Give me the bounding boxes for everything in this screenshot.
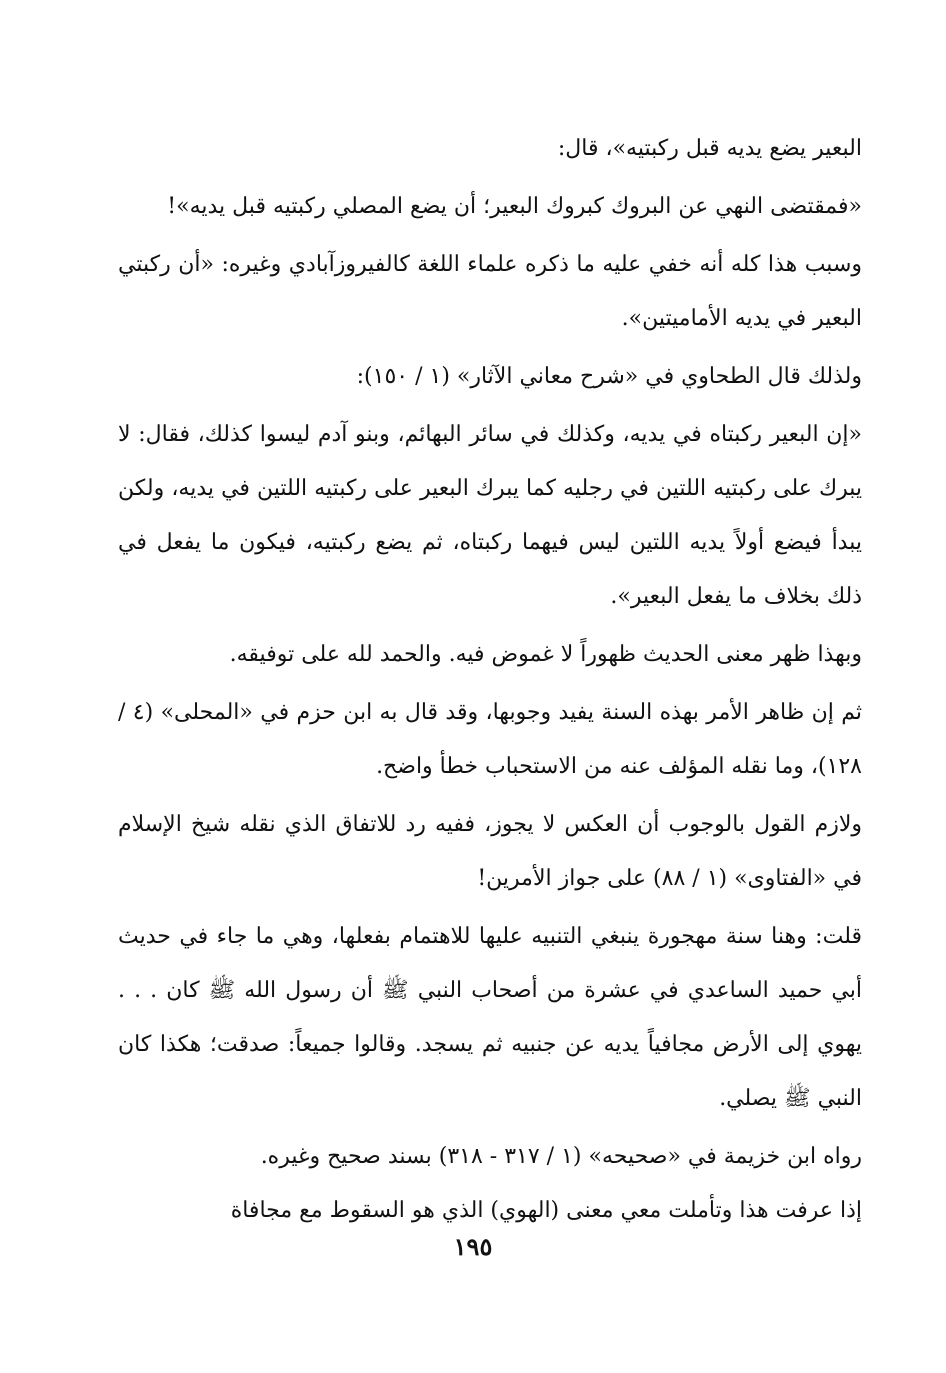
paragraph-4: ولذلك قال الطحاوي في «شرح معاني الآثار» (١ / ١٥٠):	[356, 364, 862, 389]
paragraph-8: ولازم القول بالوجوب أن العكس لا يجوز، ففيه رد للاتفاق الذي نقله شيخ الإسلام في «الفتاوى» (١ / ٨٨) على جواز الأمرين!	[118, 812, 862, 891]
paragraph-10: رواه ابن خزيمة في «صحيحه» (١ / ٣١٧ - ٣١٨) بسند صحيح وغيره.	[260, 1144, 862, 1169]
paragraph-11: إذا عرفت هذا وتأملت معي معنى (الهوي) الذي هو السقوط مع مجافاة	[230, 1198, 862, 1223]
paragraph-7: ثم إن ظاهر الأمر بهذه السنة يفيد وجوبها، وقد قال به ابن حزم في «المحلى» (٤ / ١٢٨)، وما نقله المؤلف عنه من الاستحباب خطأ واضح.	[118, 700, 863, 779]
page-number: ١٩٥	[453, 1232, 493, 1261]
paragraph-6: وبهذا ظهر معنى الحديث ظهوراً لا غموض فيه. والحمد لله على توفيقه.	[229, 642, 862, 667]
paragraph-9: قلت: وهنا سنة مهجورة ينبغي التنبيه عليها للاهتمام بفعلها، وهي ما جاء في حديث أبي حميد الساعدي في عشرة من أصحاب النبي ﷺ أن رسول الله ﷺ كان . . . يهوي إلى الأرض مجافياً يديه عن جنبيه ثم يسجد. وقالوا جميعاً: صدقت؛ هكذا كان النبي ﷺ يصلي.	[118, 924, 862, 1111]
paragraph-5: «إن البعير ركبتاه في يديه، وكذلك في سائر البهائم، وبنو آدم ليسوا كذلك، فقال: لا يبرك على ركبتيه اللتين في رجليه كما يبرك البعير على ركبتيه اللتين في يديه، ولكن يبدأ فيضع أولاً يديه اللتين ليس فيهما ركبتاه، ثم يضع ركبتيه، فيكون ما يفعل في ذلك بخلاف ما يفعل البعير».	[118, 422, 862, 609]
page-body	[118, 122, 862, 1238]
paragraph-2: «فمقتضى النهي عن البروك كبروك البعير؛ أن يضع المصلي ركبتيه قبل يديه»!	[167, 194, 862, 219]
paragraph-1: البعير يضع يديه قبل ركبتيه»، قال:	[557, 136, 862, 161]
paragraph-3: وسبب هذا كله أنه خفي عليه ما ذكره علماء اللغة كالفيروزآبادي وغيره: «أن ركبتي البعير في يديه الأماميتين».	[118, 252, 863, 331]
